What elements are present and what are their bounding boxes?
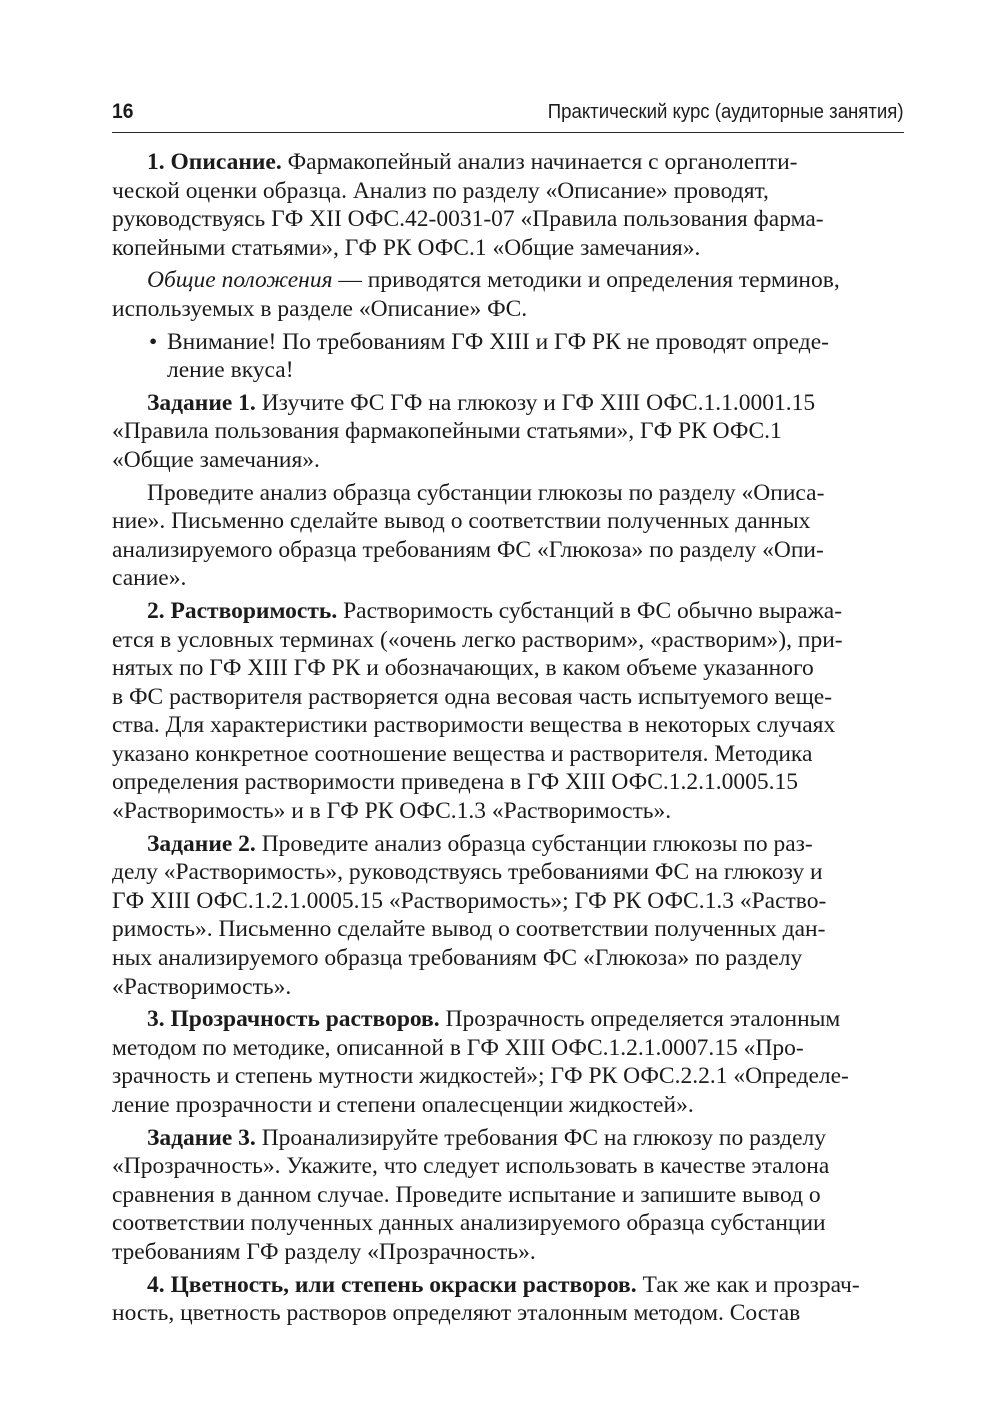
section-heading-solubility: 2. Растворимость. <box>147 597 338 624</box>
task-label-1: Задание 1. <box>147 389 256 416</box>
bullet-icon: • <box>149 328 158 355</box>
paragraph-transparency <box>112 1005 904 1119</box>
paragraph-text: Изучите ФС ГФ на глюкозу и ГФ XIII ОФС.1.1.0001.15 «Правила пользования фармакопейными статьями», ГФ РК ОФС.1 «Общие замечания». <box>112 389 816 473</box>
paragraph-text: Прозрачность определяется эталонным методом по методике, описанной в ГФ XIII ОФС.1.2.1.0007.15 «Про- зрачность и степень мутности жидкостей»; ГФ РК ОФС.2.2.1 «Определе- ление прозрачности и степени опалесценции жидкостей». <box>112 1006 849 1118</box>
section-heading-transparency: 3. Прозрачность растворов. <box>147 1006 440 1033</box>
paragraph-text: Фармакопейный анализ начинается с органолепти- ческой оценки образца. Анализ по разделу «Описание» проводят, руководствуясь ГФ XII ОФС.42-0031-07 «Правила пользования фарма- копейными статьями», ГФ РК ОФС.1 «Общие замечания». <box>112 149 824 261</box>
paragraph-task-1 <box>112 389 904 475</box>
running-title: Практический курс (аудиторные занятия) <box>548 101 904 123</box>
bullet-note <box>112 328 904 385</box>
paragraph-task-2 <box>112 830 904 1002</box>
section-heading-color: 4. Цветность, или степень окраски растворов. <box>147 1271 637 1298</box>
paragraph-text: Проанализируйте требования ФС на глюкозу по разделу «Прозрачность». Укажите, что следует использовать в качестве эталона сравнения в данном случае. Проведите испытание и запишите вывод о соответствии полученных данных анализируемого образца субстанции требованиям ГФ разделу «Прозрачность». <box>112 1124 830 1265</box>
bullet-text: Внимание! По требованиям ГФ XIII и ГФ РК не проводят опреде- ление вкуса! <box>167 328 829 384</box>
paragraph-color <box>112 1271 904 1328</box>
paragraph-text: Так же как и прозрач- ность, цветность растворов определяют эталонным методом. Состав <box>112 1271 860 1327</box>
paragraph-text: — приводятся методики и определения терминов, используемых в разделе «Описание» ФС. <box>112 267 840 322</box>
paragraph-text: Проведите анализ образца субстанции глюкозы по разделу «Описа- ние». Письменно сделайте вывод о соответствии полученных данных анализируемого образца требованиям ФС «Глюкоза» по разделу «Опи- сание». <box>112 479 825 592</box>
paragraph-general-provisions <box>112 266 904 323</box>
page-number: 16 <box>112 100 134 123</box>
task-label-2: Задание 2. <box>147 830 256 857</box>
section-heading-description: 1. Описание. <box>147 149 282 175</box>
paragraph-analysis-instruction <box>112 479 904 593</box>
paragraph-description <box>112 148 904 262</box>
paragraph-text: Проведите анализ образца субстанции глюкозы по раз- делу «Растворимость», руководствуясь требованиями ФС на глюкозу и ГФ XIII ОФС.1.2.1.0005.15 «Растворимость»; ГФ РК ОФС.1.3 «Раство- римость». Письменно сделайте вывод о соответствии полученных дан- ных анализируемого образца требованиям ФС «Глюкоза» по разделу «Растворимость». <box>112 830 827 1000</box>
paragraph-solubility <box>112 597 904 826</box>
page-header <box>112 96 904 133</box>
paragraph-text: Растворимость субстанций в ФС обычно выража- ется в условных терминах («очень легко растворим», «растворим»), при- нятых по ГФ XIII ГФ РК и обозначающих, в каком объеме указанного в ФС растворителя растворяется одна весовая часть испытуемого веще- ства. Для характеристики растворимости вещества в некоторых случаях указано конкретное соотношение вещества и растворителя. Методика определения растворимости приведена в ГФ XIII ОФС.1.2.1.0005.15 «Растворимость» и в ГФ РК ОФС.1.3 «Растворимость». <box>112 597 843 825</box>
page-body <box>112 148 904 1332</box>
italic-term: Общие положения <box>147 267 333 294</box>
task-label-3: Задание 3. <box>147 1124 256 1151</box>
paragraph-task-3 <box>112 1124 904 1267</box>
